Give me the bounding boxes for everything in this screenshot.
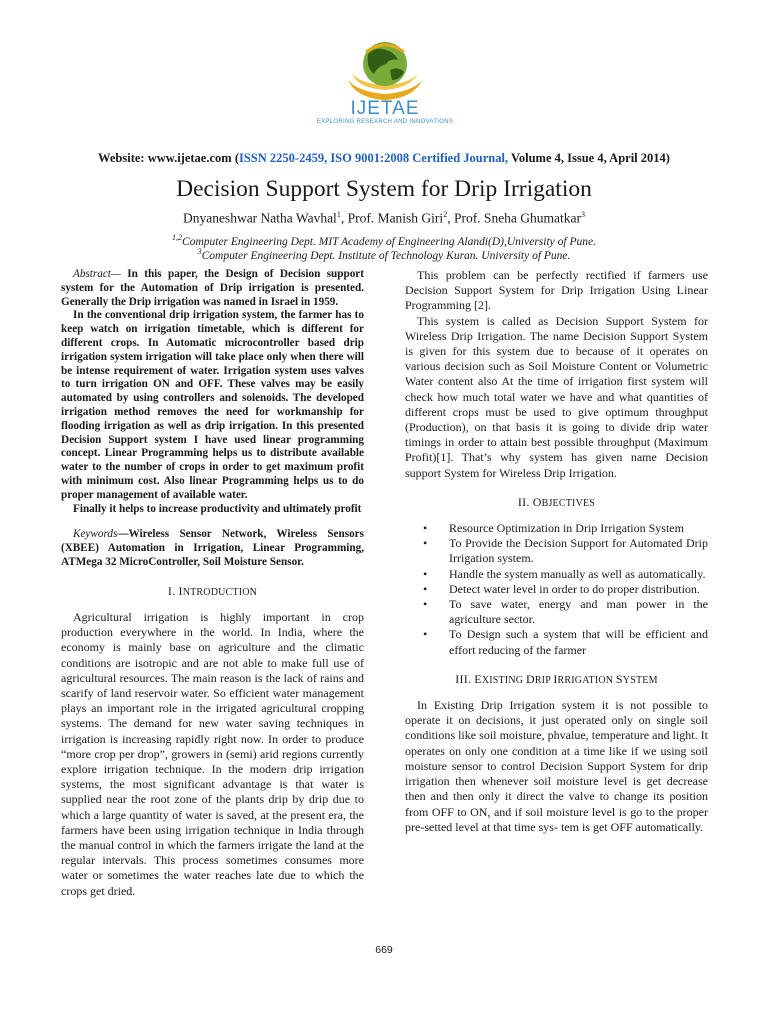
heading-rest: XISTING [481,674,526,686]
bullet-icon: • [423,566,428,581]
heading-rest: RRIGATION [557,674,616,686]
keywords-label: Keywords [73,528,118,541]
left-column [61,268,364,899]
section-heading-introduction [61,584,364,600]
abstract-paragraph: In the conventional drip irrigation system, the farmer has to keep watch on irrigation timetable, which is different for different crops. In Automatic microcontroller based drip irrigation system irrigation will take place only when there will be intense requirement of water. Irrigation system uses valves to turn irrigation ON and OFF. These valves may be easily automated by using controllers and solenoids. The developed irrigation method removes the need for workmanship for flooding irrigation as well as drip irrigation. In this presented Decision Support system I have used linear programming concept. Linear Programming helps us to distribute available water to the number of crops in order to get maximum profit with minimum cost. Also linear Programming helps us to do proper management of available water. [61,309,364,501]
keywords-text: —Wireless Sensor Network, Wireless Sensors (XBEE) Automation in Irrigation, Linear Programming, ATMega 32 MicroController, Soil Moisture Sensor. [61,528,364,568]
author-sup: 2 [443,210,448,219]
section-heading-existing-system [405,672,708,688]
affiliation-text: Computer Engineering Dept. Institute of Technology Kuran. University of Pune. [201,249,571,262]
logo-text: IJETAE [350,98,420,119]
list-item-text: To Design such a system that will be efficient and effort reducing of the farmer [449,627,708,657]
journal-logo [300,40,470,132]
author-name: Prof. Sneha Ghumatkar [453,210,582,226]
introduction-body: Agricultural irrigation is highly important in crop production everywhere in the world. In India, where the economy is mainly base on agriculture and the climatic conditions are isotropic and are not able to make full use of agricultural resources. The main reason is the lack of rains and scarify of land reservoir water. So efficient water management plays an important role in the irrigated agricultural cropping systems. The demand for new water saving techniques in irrigation is increasing rapidly right now. In order to produce “more crop per drop”, growers in (semi) arid regions currently explore irrigation technique. In the modern drip irrigation systems, the most significant advantage is that water is supplied near the root zone of the plants drip by drip due to which a large quantity of water is saved, at the present era, the farmers have been using irrigation technique in India through the manual control in which the farmers irrigate the land at the regular intervals. This process sometimes consumes more water or sometimes the water reaches late due to which the crops get dried. [61,609,364,898]
abstract-text: In this paper, the Design of Decision support system for the Automation of Drip irrigation is presented. Generally the Drip irrigation was named in Israel in 1959. [61,268,364,308]
list-item [405,521,708,536]
affiliation-sup: 3 [197,247,202,256]
heading-initial: I [178,583,183,598]
list-item-text: Handle the system manually as well as automatically. [449,566,706,581]
journal-issue: Volume 4, Issue 4, April 2014) [508,151,670,165]
list-item-text: Detect water level in order to do proper distribution. [449,581,700,596]
heading-initial: O [532,494,542,509]
section-number: I. [167,583,179,598]
bullet-icon: • [423,536,428,551]
list-item-text: To Provide the Decision Support for Automated Drip Irrigation system. [449,536,708,566]
journal-info-line [0,151,768,166]
affiliation-sup: 1,2 [172,233,183,242]
globe-logo-icon [346,40,424,102]
page-number: 669 [375,944,393,956]
list-item [405,627,708,657]
journal-certification: ISSN 2250-2459, ISO 9001:2008 Certified Journal, [238,151,509,165]
section-heading-objectives [405,495,708,511]
author-list: Dnyaneshwar Natha Wavhal$^1$, Prof. Manish Giri$^2$, Prof. Sneha Ghumatkar$^3$ [182,210,586,226]
abstract-paragraph [61,268,364,309]
body-paragraph: This problem can be perfectly rectified if farmers use Decision Support System for Drip Irrigation Using Linear Programming [2]. [405,268,708,313]
bullet-icon: • [423,581,428,596]
list-item [405,567,708,582]
heading-rest: YSTEM [622,674,658,686]
section-number: II. [517,494,533,509]
author-sup: 1 [336,210,341,219]
section-number: III. [455,671,475,686]
bullet-icon: • [423,627,428,642]
keywords-paragraph [61,528,364,569]
heading-rest: NTRODUCTION [182,586,258,598]
paper-title: Decision Support System for Drip Irrigation [176,176,592,202]
heading-rest: BJECTIVES [541,497,596,509]
heading-rest: RIP [534,674,554,686]
author-sup: 3 [581,210,586,219]
heading-initial: S [615,671,623,686]
list-item [405,597,708,627]
affiliation [0,247,768,262]
list-item-text: Resource Optimization in Drip Irrigation System [449,521,684,536]
bullet-icon: • [423,521,428,536]
list-item-text: To save water, energy and man power in the agriculture sector. [449,597,708,627]
abstract-paragraph: Finally it helps to increase productivity and ultimately profit [73,502,362,515]
author-name: Dnyaneshwar Natha Wavhal [182,210,337,226]
bullet-icon: • [423,597,428,612]
objectives-list [405,521,708,658]
abstract-label: Abstract— [73,268,121,280]
list-item [405,536,708,566]
author-name: Prof. Manish Giri [347,210,444,226]
logo-tagline: EXPLORING RESEARCH AND INNOVATIONS [316,119,454,125]
right-column [405,268,708,835]
affiliation-text: Computer Engineering Dept. MIT Academy of Engineering Alandi(D),University of Pune. [182,235,596,248]
body-paragraph: This system is called as Decision Support System for Wireless Drip Irrigation. The name Decision Support System is given for this system due to because of it operates on various decision such as Soil Moisture Content or Volumetric Water content also At the time of irrigation first system will check how much total water we have and what quantities of different crops must be used to give optimum throughput (Production), on that basis it is going to divide drip water timings in order to attain best possible throughput (Maximum Profit)[1]. That’s why system has given name Decision support System for Wireless Drip Irrigation. [405,313,708,480]
affiliation [0,233,768,248]
heading-initial: E [474,671,482,686]
heading-initial: I [553,671,558,686]
list-item [405,582,708,597]
heading-initial: D [525,671,535,686]
website-prefix: Website: www.ijetae.com ( [98,151,239,165]
existing-system-body: In Existing Drip Irrigation system it is not possible to operate it on decisions, it just operated only on single soil conditions like soil moisture, phvalue, temperature and light. It operates on only one condition at a time like if we using soil moisture sensor to control Decision Support System for drip irrigation then whenever soil moisture level is get decrease then and then only it direct the valve to change its position from OFF to ON, and if soil moisture level is go to the proper pre-setted level at that time sys- tem is get OFF automatically. [405,698,708,834]
